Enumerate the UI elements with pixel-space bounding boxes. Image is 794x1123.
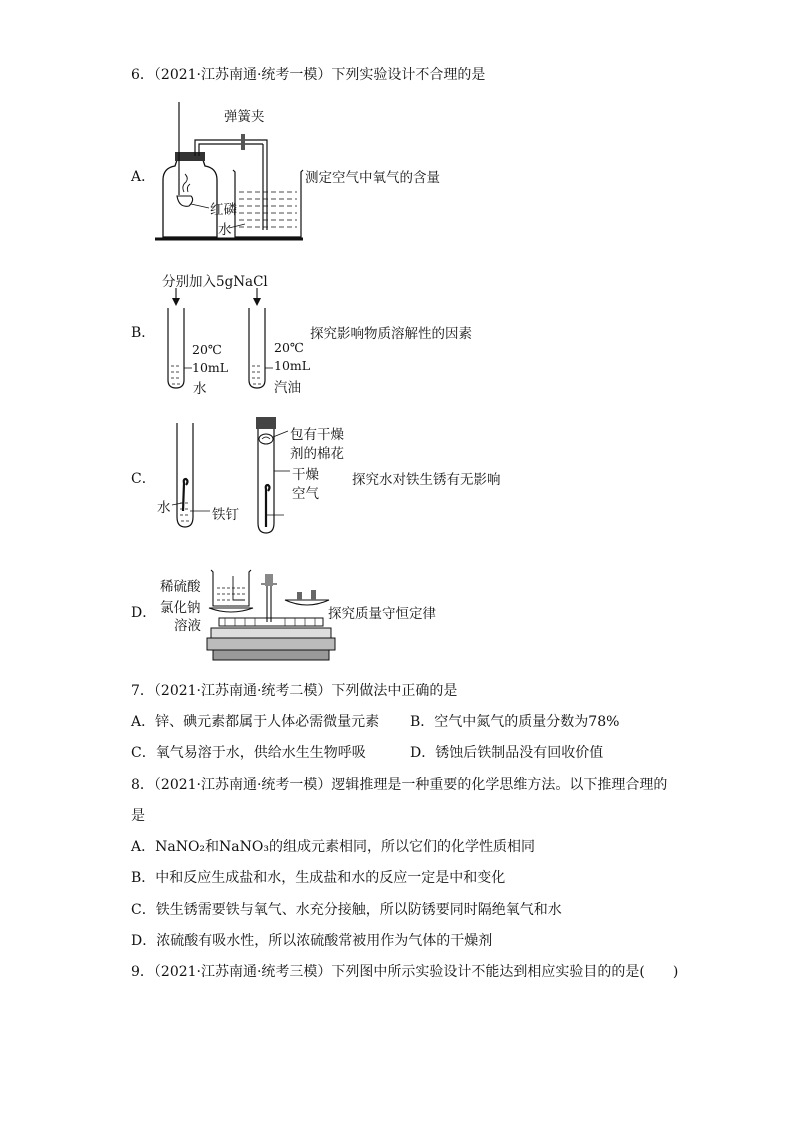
q6-c-dry-label-2: 空气: [292, 486, 319, 502]
q6-b-apparatus: [160, 288, 280, 393]
q6-c-cotton-label-1: 包有干燥: [290, 427, 344, 443]
q6-a-phosphorus-label: 红磷: [210, 202, 237, 218]
q6-b-description: 探究影响物质溶解性的因素: [310, 326, 472, 342]
q6-d-nacl-label-1: 氯化钠: [160, 600, 201, 616]
q8-option-c: C．铁生锈需要铁与氧气、水充分接触，所以防锈要同时隔绝氧气和水: [131, 902, 562, 918]
q7-option-a: A．锌、碘元素都属于人体必需微量元素: [131, 714, 380, 730]
q6-d-nacl-label-2: 溶液: [174, 618, 201, 634]
q6-b-right-liquid: 汽油: [274, 380, 301, 396]
q8-stem-line1: 8．（2021·江苏南通·统考一模）逻辑推理是一种重要的化学思维方法。以下推理合理的: [131, 777, 668, 793]
q6-d-description: 探究质量守恒定律: [328, 606, 436, 622]
q6-c-nail-label: 铁钉: [212, 507, 239, 523]
q6-b-left-volume: 10mL: [192, 360, 229, 375]
q7-option-b: B．空气中氮气的质量分数为78%: [410, 714, 620, 730]
q6-b-right-volume: 10mL: [274, 358, 311, 373]
q7-option-c: C．氧气易溶于水，供给水生生物呼吸: [131, 745, 366, 761]
q6-b-right-temp: 20℃: [274, 340, 304, 355]
q6-b-left-liquid: 水: [193, 381, 207, 397]
q6-a-description: 测定空气中氧气的含量: [305, 170, 440, 186]
q6-d-apparatus: [205, 566, 335, 664]
q6-d-acid-label: 稀硫酸: [160, 579, 201, 595]
q6-c-dry-label-1: 干燥: [292, 467, 319, 483]
q6-c-water-label: 水: [157, 500, 171, 516]
q6-a-water-label: 水: [218, 222, 232, 238]
q6-stem: 6．（2021·江苏南通·统考一模）下列实验设计不合理的是: [131, 67, 486, 83]
q7-stem: 7．（2021·江苏南通·统考二模）下列做法中正确的是: [131, 683, 458, 699]
q6-a-clip-label: 弹簧夹: [224, 109, 265, 125]
q8-stem-line2: 是: [131, 808, 145, 824]
q6-option-d-letter: D．: [131, 605, 157, 621]
q6-option-c-letter: C．: [131, 471, 156, 487]
q9-stem: 9．（2021·江苏南通·统考三模）下列图中所示实验设计不能达到相应实验目的的是( ): [131, 964, 679, 980]
q6-b-left-temp: 20℃: [192, 342, 222, 357]
q6-b-top-label: 分别加入5gNaCl: [162, 274, 268, 290]
q6-option-a-letter: A．: [131, 169, 156, 185]
q8-option-b: B．中和反应生成盐和水，生成盐和水的反应一定是中和变化: [131, 870, 506, 886]
q7-option-d: D．锈蚀后铁制品没有回收价值: [410, 745, 604, 761]
q8-option-a: A．NaNO₂和NaNO₃的组成元素相同，所以它们的化学性质相同: [131, 839, 535, 855]
q6-c-description: 探究水对铁生锈有无影响: [352, 472, 501, 488]
q8-option-d: D．浓硫酸有吸水性，所以浓硫酸常被用作为气体的干燥剂: [131, 933, 493, 949]
q6-option-b-letter: B．: [131, 325, 156, 341]
q6-c-cotton-label-2: 剂的棉花: [290, 446, 344, 462]
